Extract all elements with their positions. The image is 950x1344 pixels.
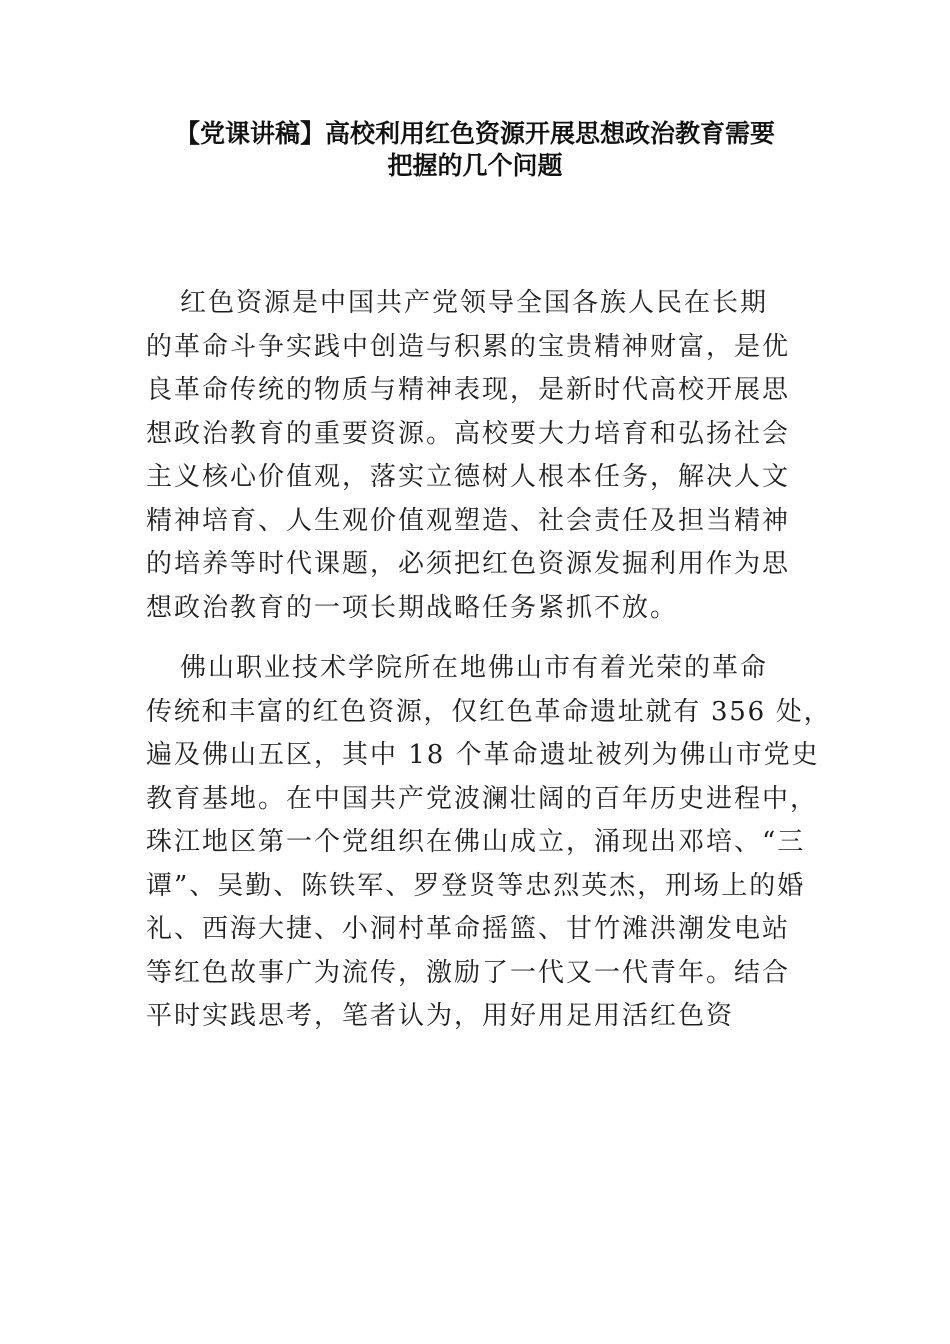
- paragraph-line: 遍及佛山五区，其中 18 个革命遗址被列为佛山市党史: [146, 740, 820, 770]
- paragraph-2: [146, 647, 832, 1039]
- paragraph-line: 珠江地区第一个党组织在佛山成立，涌现出邓培、“三: [146, 827, 806, 857]
- paragraph-line: 良革命传统的物质与精神表现，是新时代高校开展思: [146, 375, 791, 405]
- paragraph-line: 礼、西海大捷、小洞村革命摇篮、甘竹滩洪潮发电站: [146, 914, 791, 944]
- paragraph-line: 想政治教育的重要资源。高校要大力培育和弘扬社会: [146, 418, 791, 449]
- title-line-2: 把握的几个问题: [387, 151, 563, 180]
- paragraph-line: 精神培育、人生观价值观塑造、社会责任及担当精神: [146, 505, 791, 536]
- paragraph-line: 等红色故事广为流传，激励了一代又一代青年。结合: [146, 957, 791, 988]
- paragraph-line: 平时实践思考，笔者认为，用好用足用活红色资: [146, 1001, 735, 1031]
- paragraph-line: 想政治教育的一项长期战略任务紧抓不放。: [146, 592, 679, 623]
- paragraph-line: 佛山职业技术学院所在地佛山市有着光荣的革命: [180, 653, 769, 683]
- paragraph-line: 的革命斗争实践中创造与积累的宝贵精神财富，是优: [146, 331, 791, 362]
- paragraph-line: 主义核心价值观，落实立德树人根本任务，解决人文: [146, 462, 791, 492]
- paragraph-line: 教育基地。在中国共产党波澜壮阔的百年历史进程中，: [146, 783, 819, 814]
- paragraph-line: 的培养等时代课题，必须把红色资源发掘利用作为思: [146, 549, 791, 579]
- document-title: [140, 118, 810, 182]
- paragraph-line: 谭”、吴勤、陈铁军、罗登贤等忠烈英杰，刑场上的婚: [146, 870, 806, 901]
- document-body: [146, 282, 832, 1039]
- paragraph-1: [146, 282, 826, 630]
- paragraph-line: 传统和丰富的红色资源，仅红色革命遗址就有 356 处，: [146, 696, 832, 727]
- title-line-1: 【党课讲稿】高校利用红色资源开展思想政治教育需要: [174, 119, 775, 148]
- paragraph-line: 红色资源是中国共产党领导全国各族人民在长期: [180, 288, 769, 318]
